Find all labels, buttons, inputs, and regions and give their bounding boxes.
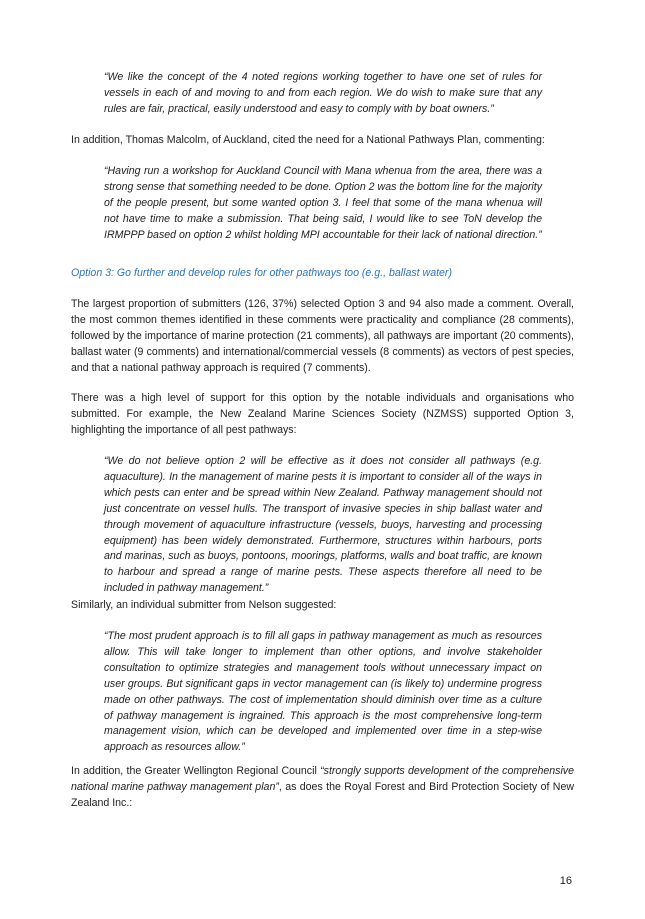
quote-nzmss: “We do not believe option 2 will be effective as it does not consider all pathways (e.g. aquaculture). In the management of marine pests it is important to consider all of the ways in which pests can enter and be spread within New Zealand. Pathway management should not just concentrate on vessel hulls. The transport of invasive species in ship ballast water and through movement of aquaculture infrastructure (vessels, buoys, harvesting and processing equipment) has been widely demonstrated. Furthermore, structures within harbours, ports and marinas, such as buoys, pontoons, moorings, platforms, walls and boat traffic, are known to harbour and spread a range of marine pests. These aspects therefore all need to be included in pathway management.” — [104, 455, 542, 595]
gwrc-lead-text: In addition, the Greater Wellington Regional Council — [71, 765, 321, 777]
paragraph-largest-proportion: The largest proportion of submitters (126, 37%) selected Option 3 and 94 also made a comment. Overall, the most common themes identified in these comments were practicality and compliance (28 comments), followed by the importance of marine protection (21 comments), all pathways are important (20 comments), ballast water (9 comments) and international/commercial vessels (8 comments) as vectors of pest species, and that a national pathway approach is required (7 comments). — [71, 298, 574, 374]
gwrc-tail-text: , as does the Royal Forest and Bird Protection Society of New Zealand Inc.: — [71, 780, 574, 809]
quote-regions-working-together: “We like the concept of the 4 noted regions working together to have one set of rules for vessels in each of and moving to and from each region. We do wish to make sure that any rules are fair, practical, easily understood and easy to comply with by boat owners.” — [104, 71, 542, 115]
quote-auckland-workshop: “Having run a workshop for Auckland Council with Mana whenua from the area, there was a strong sense that something needed to be done. Option 2 was the bottom line for the majority of the people present, but some wanted option 3. I feel that some of the mana whenua will not have time to make a submission. That being said, I would like to see ToN develop the IRMPPP based on option 2 whilst holding MPI accountable for their lack of national direction.” — [104, 165, 542, 241]
paragraph-greater-wellington — [71, 764, 574, 812]
quote-prudent-approach: “The most prudent approach is to fill all gaps in pathway management as much as resources allow. This will take longer to implement than other options, and involve stakeholder consultation to optimize strategies and management tools without unnecessary impact on user groups. But significant gaps in vector management can (is likely to) undermine progress made on other pathways. The cost of implementation should diminish over time as a culture of pathway management is ingrained. This approach is the most comprehensive long-term management vision, which can be developed and implemented over time in a step-wise approach as resources allow.” — [104, 630, 542, 754]
gwrc-quote: “strongly supports development of the comprehensive national marine pathway management plan” — [71, 765, 574, 793]
page-number: 16 — [559, 875, 572, 887]
paragraph-thomas-malcolm: In addition, Thomas Malcolm, of Auckland, cited the need for a National Pathways Plan, commenting: — [71, 134, 545, 146]
section-heading-option-3: Option 3: Go further and develop rules for other pathways too (e.g., ballast water) — [71, 267, 452, 279]
paragraph-nelson-submitter: Similarly, an individual submitter from Nelson suggested: — [71, 599, 337, 611]
paragraph-high-level-support: There was a high level of support for this option by the notable individuals and organisations who submitted. For example, the New Zealand Marine Sciences Society (NZMSS) supported Option 3, highlighting the importance of all pest pathways: — [71, 392, 574, 436]
